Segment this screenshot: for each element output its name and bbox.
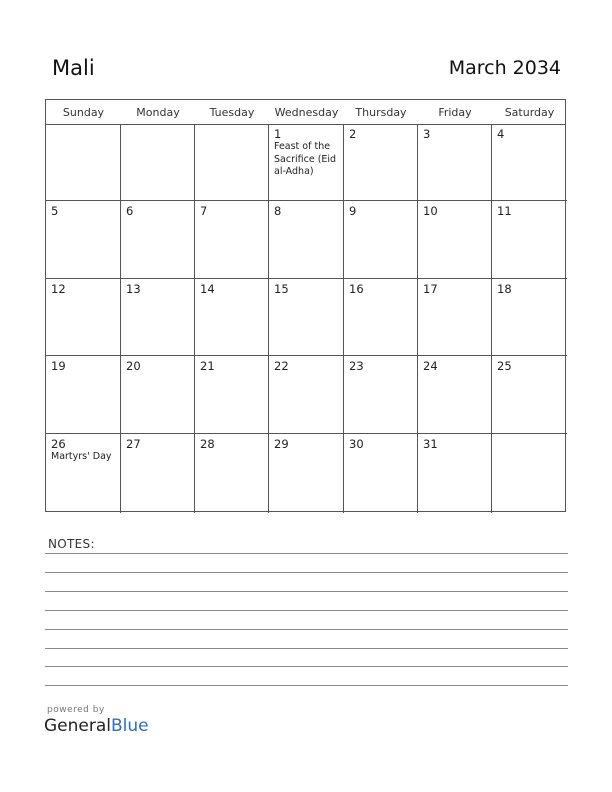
day-cell-8 [269, 201, 344, 279]
day-number: 6 [126, 204, 134, 218]
day-number: 31 [423, 437, 438, 451]
day-number: 21 [200, 359, 215, 373]
weekday-monday: Monday [136, 106, 180, 119]
day-number: 11 [497, 204, 512, 218]
empty-day-cell [492, 434, 567, 513]
weekday-wednesday: Wednesday [274, 106, 339, 119]
notes-line [45, 591, 568, 592]
day-cell-31 [418, 434, 492, 513]
notes-line [45, 685, 568, 686]
brand-logo [44, 716, 149, 736]
weekday-saturday: Saturday [504, 106, 555, 119]
day-number: 9 [349, 204, 357, 218]
day-cell-7 [195, 201, 269, 279]
day-cell-5 [46, 201, 121, 279]
day-cell-1 [269, 124, 344, 201]
notes-line [45, 572, 568, 573]
day-number: 23 [349, 359, 364, 373]
empty-day-cell [121, 124, 195, 201]
day-cell-29 [269, 434, 344, 513]
holiday-event: Feast of the Sacrifice (Eid al-Adha) [274, 141, 337, 177]
day-number: 15 [274, 282, 289, 296]
day-number: 18 [497, 282, 512, 296]
day-cell-23 [344, 356, 418, 434]
notes-line [45, 610, 568, 611]
day-cell-12 [46, 279, 121, 356]
notes-label: NOTES: [48, 537, 95, 551]
notes-line [45, 553, 568, 554]
month-year-title: March 2034 [448, 57, 561, 79]
day-cell-3 [418, 124, 492, 201]
day-cell-11 [492, 201, 567, 279]
weekday-sunday: Sunday [62, 106, 105, 119]
day-cell-16 [344, 279, 418, 356]
country-title: Mali [52, 56, 95, 80]
notes-line [45, 666, 568, 667]
day-number: 8 [274, 204, 282, 218]
day-cell-24 [418, 356, 492, 434]
day-cell-27 [121, 434, 195, 513]
day-number: 7 [200, 204, 208, 218]
empty-day-cell [195, 124, 269, 201]
day-cell-18 [492, 279, 567, 356]
notes-line [45, 648, 568, 649]
calendar-grid [45, 99, 566, 512]
day-number: 17 [423, 282, 438, 296]
day-number: 24 [423, 359, 438, 373]
day-cell-6 [121, 201, 195, 279]
day-number: 28 [200, 437, 215, 451]
day-number: 1 [274, 127, 282, 141]
day-cell-19 [46, 356, 121, 434]
day-number: 29 [274, 437, 289, 451]
day-cell-4 [492, 124, 567, 201]
day-number: 14 [200, 282, 215, 296]
day-number: 12 [51, 282, 66, 296]
weekday-thursday: Thursday [355, 106, 407, 119]
day-cell-28 [195, 434, 269, 513]
day-cell-22 [269, 356, 344, 434]
day-number: 4 [497, 127, 505, 141]
day-number: 20 [126, 359, 141, 373]
day-cell-17 [418, 279, 492, 356]
day-number: 3 [423, 127, 431, 141]
day-cell-21 [195, 356, 269, 434]
day-number: 26 [51, 437, 66, 451]
day-cell-20 [121, 356, 195, 434]
weekday-friday: Friday [438, 106, 472, 119]
day-number: 25 [497, 359, 512, 373]
day-cell-25 [492, 356, 567, 434]
day-cell-10 [418, 201, 492, 279]
day-cell-2 [344, 124, 418, 201]
holiday-event: Martyrs' Day [51, 451, 112, 462]
day-cell-13 [121, 279, 195, 356]
day-number: 10 [423, 204, 438, 218]
day-number: 2 [349, 127, 357, 141]
day-number: 22 [274, 359, 289, 373]
day-number: 30 [349, 437, 364, 451]
day-cell-30 [344, 434, 418, 513]
notes-line [45, 629, 568, 630]
day-cell-14 [195, 279, 269, 356]
brand-text-general: General [44, 716, 111, 736]
day-cell-15 [269, 279, 344, 356]
brand-text-blue: Blue [111, 716, 149, 736]
day-number: 16 [349, 282, 364, 296]
day-number: 13 [126, 282, 141, 296]
day-number: 5 [51, 204, 59, 218]
day-number: 27 [126, 437, 141, 451]
weekday-tuesday: Tuesday [209, 106, 255, 119]
weekday-header-row [46, 100, 565, 125]
powered-by-text: powered by [47, 705, 105, 715]
day-cell-9 [344, 201, 418, 279]
day-number: 19 [51, 359, 66, 373]
day-cell-26 [46, 434, 121, 513]
empty-day-cell [46, 124, 121, 201]
